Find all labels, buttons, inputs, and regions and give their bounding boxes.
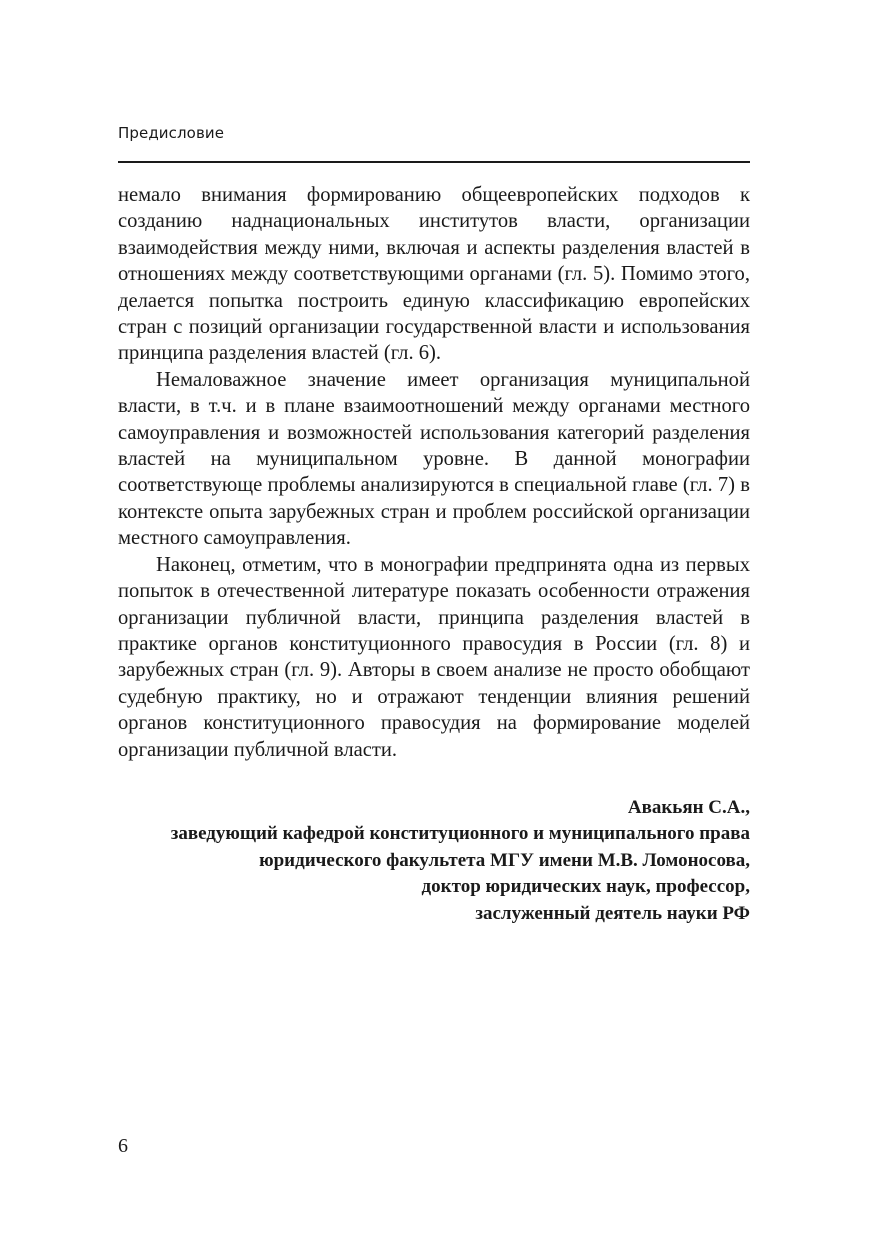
- paragraph-municipal-power: Немаловажное значение имеет организация муниципальной власти, в т.ч. и в плане взаимоотношений между органами местного самоуправления и возможностей использования категорий разделения властей на муниципальном уровне. В данной монографии соответствующе проблемы анализируются в специальной главе (гл. 7) в контексте опыта зарубежных стран и проблем российской организации местного самоуправления.: [118, 368, 750, 550]
- header-divider: [118, 161, 750, 163]
- author-faculty: юридического факультета МГУ имени М.В. Ломоносова,: [259, 849, 750, 871]
- paragraph-constitutional-justice: Наконец, отметим, что в монографии предпринята одна из первых попыток в отечественной литературе показать особенности отражения организации публичной власти, принципа разделения властей в практике органов конституционного правосудия в России (гл. 8) и зарубежных стран (гл. 9). Авторы в своем анализе не просто обобщают судебную практику, но и отражают тенденции влияния решений органов конституционного правосудия на формирование моделей организации публичной власти.: [118, 553, 750, 761]
- page-number: 6: [118, 1135, 128, 1157]
- author-name: Авакьян С.А.,: [627, 797, 750, 818]
- author-degree: доктор юридических наук, профессор,: [421, 876, 750, 898]
- author-signature-block: [118, 795, 750, 927]
- author-honorary-title: заслуженный деятель науки РФ: [475, 902, 750, 924]
- body-text: [118, 182, 750, 763]
- running-header-title: Предисловие: [118, 124, 225, 142]
- author-position: заведующий кафедрой конституционного и муниципального права: [170, 823, 750, 845]
- paragraph-continuation: немало внимания формированию общеевропейских подходов к созданию наднациональных институтов власти, организации взаимодействия между ними, включая и аспекты разделения властей в отношениях между соответствующими органами (гл. 5). Помимо этого, делается попытка построить единую классификацию европейских стран с позиций организации государственной власти и использования принципа разделения властей (гл. 6).: [118, 184, 750, 365]
